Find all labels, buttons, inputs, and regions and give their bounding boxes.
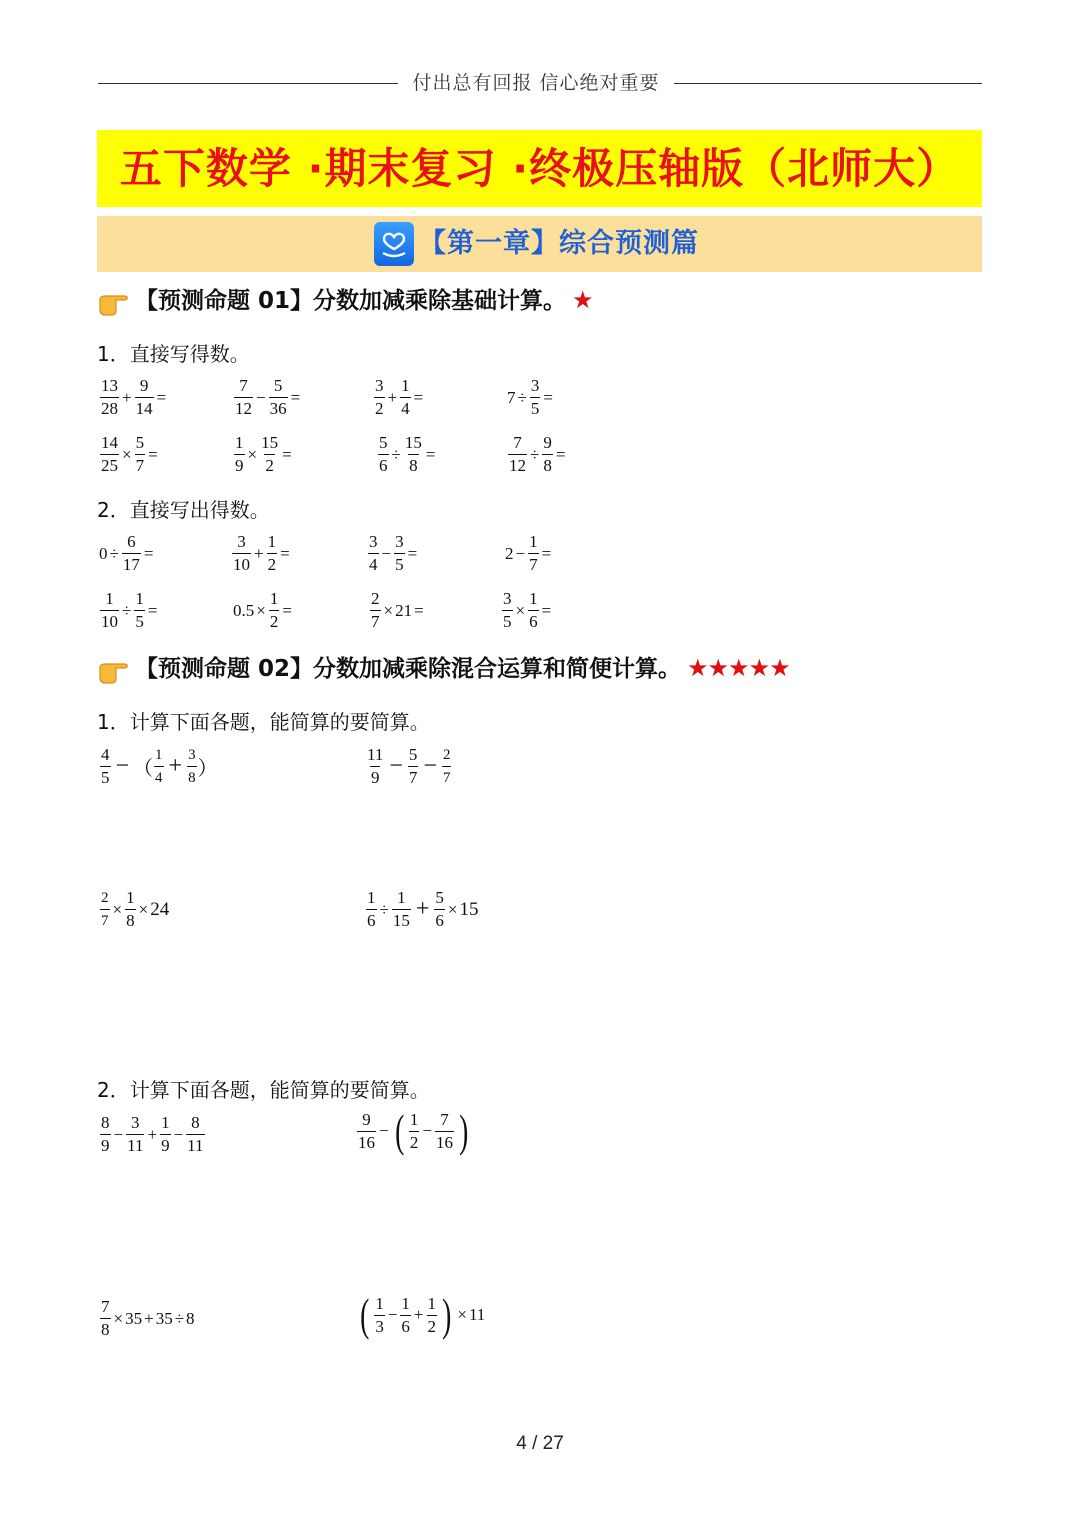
equation-a3: $\frac{3}{2}$ + $\frac{1}{4}$ = [375, 376, 424, 418]
equation-b6: 0.5 × $\frac{1}{2}$ = [233, 589, 292, 631]
star-rating-icon: ★★★★★ [687, 654, 790, 682]
page-title: 五下数学 ·期末复习 ·终极压轴版（北师大） [119, 144, 960, 193]
equation-d4: ( $\frac{1}{3}$ − $\frac{1}{6}$ + $\frac{1}{2}$ ) × 11 [360, 1289, 486, 1340]
pointing-hand-icon [97, 655, 131, 685]
equation-b1: 0 ÷ $\frac{6}{17}$ = [99, 532, 154, 574]
equation-c3: $\frac{2}{7}$ × $\frac{1}{8}$ × 24 [101, 888, 170, 930]
chapter-title: 【第一章】综合预测篇 [419, 228, 699, 259]
equation-c2: $\frac{11}{9}$ − $\frac{5}{7}$ − $\frac{2}{7}$ [367, 745, 451, 787]
equation-a2: $\frac{7}{12}$ − $\frac{5}{36}$ = [235, 376, 301, 418]
question-2-label: 2．直接写出得数。 [97, 498, 270, 522]
section-heading-01 [97, 280, 593, 320]
equation-d3: $\frac{7}{8}$ × 35 + 35 ÷ 8 [101, 1297, 195, 1339]
equation-a8: $\frac{7}{12}$ ÷ $\frac{9}{8}$ = [509, 433, 566, 475]
equation-b3: $\frac{3}{4}$ − $\frac{3}{5}$ = [369, 532, 418, 574]
equation-d1: $\frac{8}{9}$ − $\frac{3}{11}$ + $\frac{1}{9}$ − $\frac{8}{11}$ [101, 1113, 204, 1155]
section-heading-01-text: 【预测命题 01】分数加减乘除基础计算。 [135, 288, 567, 314]
equation-b2: $\frac{3}{10}$ + $\frac{1}{2}$ = [233, 532, 290, 574]
equation-c4: $\frac{1}{6}$ ÷ $\frac{1}{15}$ + $\frac{5}{6}$ × 15 [367, 888, 479, 930]
equation-c1: $\frac{4}{5}$ − （ $\frac{1}{4}$ + $\frac{3}{8}$ ） [101, 745, 218, 787]
header-line-left [98, 83, 398, 84]
equation-b7: $\frac{2}{7}$ × 21 = [371, 589, 424, 631]
equation-d2: $\frac{9}{16}$ − ( $\frac{1}{2}$ − $\frac{7}{16}$ ) [358, 1105, 469, 1156]
equation-b8: $\frac{3}{5}$ × $\frac{1}{6}$ = [503, 589, 552, 631]
question-2-label: 2．计算下面各题，能简算的要简算。 [97, 1078, 430, 1102]
header-rule [98, 68, 982, 98]
star-rating-icon: ★ [572, 286, 593, 314]
section-heading-02 [97, 648, 790, 688]
equation-a5: $\frac{14}{25}$ × $\frac{5}{7}$ = [101, 433, 158, 475]
equation-a1: $\frac{13}{28}$ + $\frac{9}{14}$ = [101, 376, 167, 418]
equation-b5: $\frac{1}{10}$ ÷ $\frac{1}{5}$ = [101, 589, 158, 631]
question-1-label: 1．直接写得数。 [97, 342, 250, 366]
equation-b4: 2 − $\frac{1}{7}$ = [505, 532, 552, 574]
chapter-banner [97, 216, 982, 272]
question-1-label: 1．计算下面各题，能简算的要简算。 [97, 710, 430, 734]
header-motto: 付出总有回报 信心绝对重要 [412, 72, 660, 94]
heart-clipboard-icon [374, 222, 414, 266]
section-heading-02-text: 【预测命题 02】分数加减乘除混合运算和简便计算。 [135, 656, 682, 682]
equation-a4: 7 ÷ $\frac{3}{5}$ = [507, 376, 553, 418]
pointing-hand-icon [97, 287, 131, 317]
title-banner [97, 130, 982, 207]
equation-a6: $\frac{1}{9}$ × $\frac{15}{2}$ = [235, 433, 292, 475]
header-line-right [674, 83, 982, 84]
page-number: 4 / 27 [516, 1433, 564, 1454]
equation-a7: $\frac{5}{6}$ ÷ $\frac{15}{8}$ = [379, 433, 436, 475]
